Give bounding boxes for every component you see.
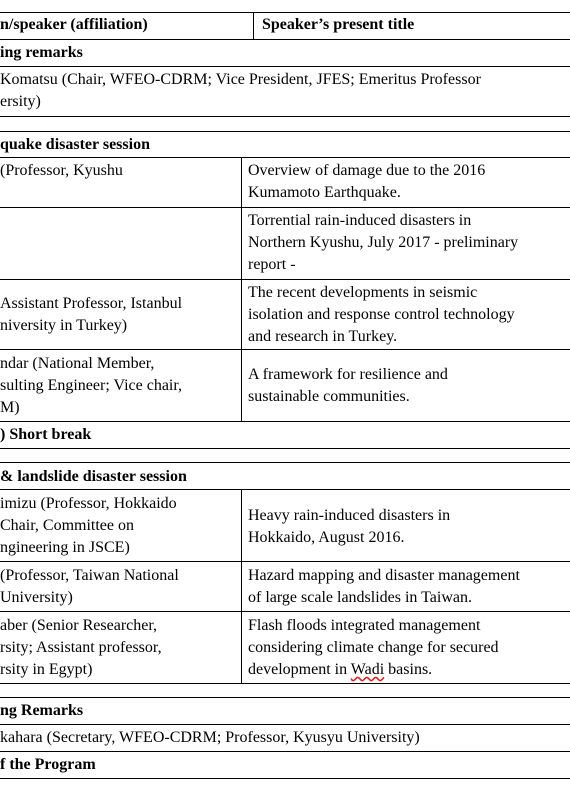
title-cell: of large scale landslides in Taiwan. <box>248 589 472 606</box>
table-rule <box>0 697 570 698</box>
title-cell: sustainable communities. <box>248 388 410 405</box>
table-rule <box>0 157 570 158</box>
table-rule <box>0 448 570 449</box>
table-rule <box>0 39 570 40</box>
speaker-cell: (Professor, Taiwan National <box>0 567 179 584</box>
title-cell: report - <box>248 256 296 273</box>
table-rule <box>0 462 570 463</box>
table-rule <box>0 207 570 208</box>
table-rule <box>0 611 570 612</box>
header-title: Speaker’s present title <box>262 16 415 33</box>
speaker-cell: niversity in Turkey) <box>0 317 128 334</box>
title-cell: The recent developments in seismic <box>248 284 478 301</box>
column-divider <box>241 489 242 684</box>
title-cell: and research in Turkey. <box>248 328 398 345</box>
table-rule <box>0 778 570 779</box>
speaker-cell: M) <box>0 399 20 416</box>
title-cell: Torrential rain-induced disasters in <box>248 212 472 229</box>
closing-remarks-heading: ng Remarks <box>0 702 84 719</box>
opening-speaker-line: ersity) <box>0 93 41 110</box>
speaker-cell: sulting Engineer; Vice chair, <box>0 377 183 394</box>
opening-remarks-heading: ing remarks <box>0 44 83 61</box>
table-rule <box>0 751 570 752</box>
speaker-cell: imizu (Professor, Hokkaido <box>0 495 177 512</box>
title-cell <box>248 659 432 681</box>
title-cell: Kumamoto Earthquake. <box>248 184 401 201</box>
title-cell: considering climate change for secured <box>248 639 499 656</box>
speaker-cell: Chair, Committee on <box>0 517 135 534</box>
column-divider <box>253 12 254 40</box>
title-cell: Hazard mapping and disaster management <box>248 567 520 584</box>
title-cell: Flash floods integrated management <box>248 617 481 634</box>
short-break-heading: ) Short break <box>0 426 92 443</box>
table-rule <box>0 683 570 684</box>
title-cell: isolation and response control technology <box>248 306 515 323</box>
speaker-cell: rsity in Egypt) <box>0 661 93 678</box>
title-cell: Northern Kyushu, July 2017 - preliminary <box>248 234 519 251</box>
table-rule <box>0 116 570 117</box>
table-rule <box>0 349 570 350</box>
table-rule <box>0 489 570 490</box>
closing-speaker-line: kahara (Secretary, WFEO-CDRM; Professor, Kyusyu University) <box>0 729 420 746</box>
speaker-cell: rsity; Assistant professor, <box>0 639 162 656</box>
earthquake-session-heading: quake disaster session <box>0 136 150 153</box>
table-rule <box>0 724 570 725</box>
title-cell: A framework for resilience and <box>248 366 448 383</box>
title-cell: Overview of damage due to the 2016 <box>248 162 486 179</box>
opening-speaker-line: Komatsu (Chair, WFEO-CDRM; Vice President, JFES; Emeritus Professor <box>0 71 481 88</box>
speaker-cell: ndar (National Member, <box>0 355 155 372</box>
table-rule <box>0 66 570 67</box>
column-divider <box>241 157 242 422</box>
table-rule <box>0 561 570 562</box>
table-rule <box>0 279 570 280</box>
title-cell: Hokkaido, August 2016. <box>248 529 405 546</box>
header-speaker: n/speaker (affiliation) <box>0 16 148 33</box>
speaker-cell: Assistant Professor, Istanbul <box>0 295 183 312</box>
title-text: development in <box>248 661 351 678</box>
spellcheck-word: Wadi <box>350 661 385 678</box>
speaker-cell: University) <box>0 589 73 606</box>
speaker-cell: aber (Senior Researcher, <box>0 617 158 634</box>
speaker-cell: ngineering in JSCE) <box>0 539 130 556</box>
title-cell: Heavy rain-induced disasters in <box>248 507 451 524</box>
table-rule <box>0 421 570 422</box>
table-rule <box>0 131 570 132</box>
title-text: basins. <box>384 661 433 678</box>
speaker-cell: (Professor, Kyushu <box>0 162 123 179</box>
end-of-program-heading: f the Program <box>0 756 96 773</box>
landslide-session-heading: & landslide disaster session <box>0 468 187 485</box>
table-rule <box>0 12 570 13</box>
